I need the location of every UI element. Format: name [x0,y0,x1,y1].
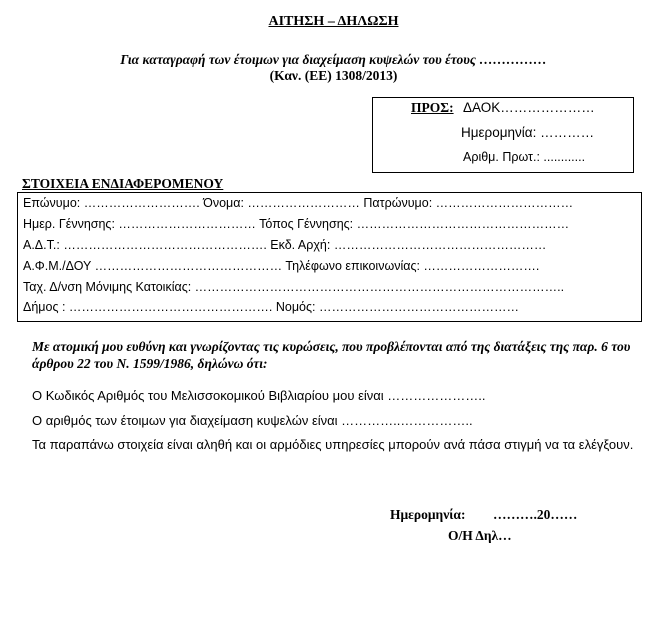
applicant-details-box [17,192,642,322]
beekeeping-code-statement[interactable]: Ο Κωδικός Αριθμός του Μελισσοκομικού Βιβλιαρίου μου είναι ………………….. [32,388,486,403]
subtitle-regulation: (Καν. (ΕΕ) 1308/2013) [269,68,398,83]
recipient-box [372,97,634,173]
truth-statement: Τα παραπάνω στοιχεία είναι αληθή και οι αρμόδιες υπηρεσίες μπορούν ανά πάσα στιγμή να τα ελέγξουν. [32,437,634,452]
footer-date-field[interactable]: ……….20…… [493,507,578,522]
hive-count-statement[interactable]: Ο αριθμός των έτοιμων για διαχείμαση κυψελών είναι …………..…………….. [32,413,473,428]
address-field-row[interactable]: Ταχ. Δ/νση Μόνιμης Κατοικίας: …………………………………………………………………………….. [23,280,565,294]
recipient-field[interactable]: ΔΑΟΚ………………… [462,100,595,115]
to-label: ΠΡΟΣ: [411,100,454,115]
recipient-row [411,100,595,116]
name-fields-row[interactable]: Επώνυμο: ………………………. Όνομα: ……………………… Πατρώνυμο: …………………………… [23,196,574,210]
footer-date-label: Ημερομηνία: [390,507,466,522]
signature-label: Ο/Η Δηλ… [448,528,512,543]
birth-fields-row[interactable]: Ημερ. Γέννησης: …………………………… Τόπος Γέννησης: …………………………………………… [23,217,570,231]
section-title: ΣΤΟΙΧΕΙΑ ΕΝΔΙΑΦΕΡΟΜΕΝΟΥ [22,176,224,191]
tax-phone-fields-row[interactable]: Α.Φ.Μ./ΔΟΥ ……………………………………… Τηλέφωνο επικοινωνίας: ………………………. [23,259,540,273]
declaration-intro: Με ατομική μου ευθύνη και γνωρίζοντας τις κυρώσεις, που προβλέπονται από της διατάξεις της παρ. 6 του άρθρου 22 του Ν. 1599/1986, δηλώνω ότι: [32,339,631,371]
protocol-number-field[interactable]: Αριθμ. Πρωτ.: ............ [463,150,586,164]
subtitle-purpose: Για καταγραφή των έτοιμων για διαχείμαση κυψελών του έτους …………… [120,52,547,67]
id-card-fields-row[interactable]: Α.Δ.Τ.: …………………………………………. Εκδ. Αρχή: …………………………………………… [23,238,547,252]
receipt-date-field[interactable]: Ημερομηνία: ………… [461,125,595,140]
municipality-prefecture-row[interactable]: Δήμος : …………………………………………. Νομός: ………………………………………… [23,300,519,314]
page-title: ΑΙΤΗΣΗ – ΔΗΛΩΣΗ [268,14,399,29]
